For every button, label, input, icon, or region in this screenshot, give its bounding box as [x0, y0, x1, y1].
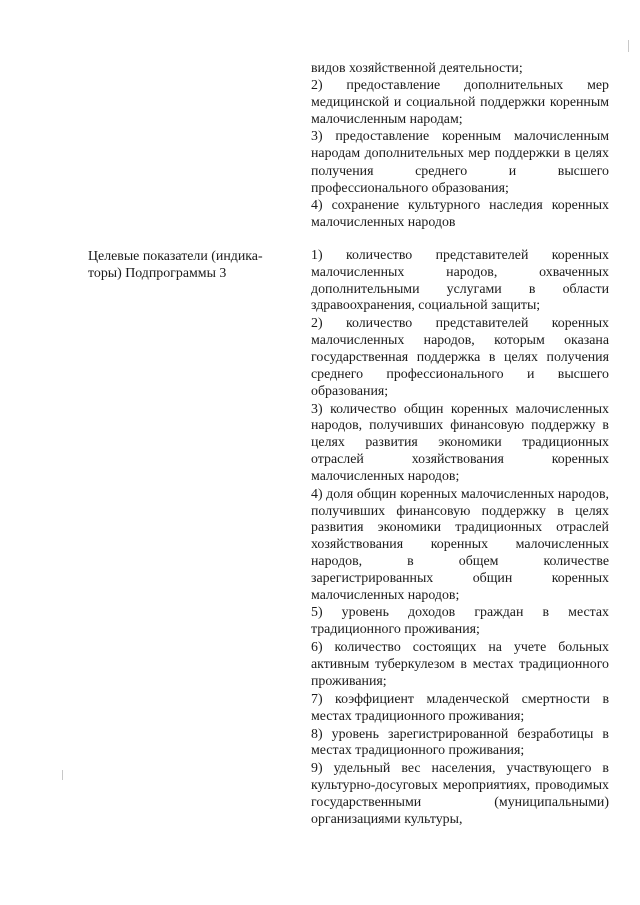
continuation-item: 4) сохранение культурного наследия коренных малочисленных народов — [311, 197, 609, 230]
indicators-list — [311, 248, 609, 830]
indicator-item: 7) коэффициент младенческой смертности в местах традиционного проживания; — [311, 691, 609, 724]
continuation-item: 3) предоставление коренным малочисленным народам дополнительных мер поддержки в целях получения среднего и высшего профессионального образования; — [311, 129, 609, 196]
continuation-item: 2) предоставление дополнительных мер медицинской и социальной поддержки коренным малочисленным народам; — [311, 78, 609, 128]
indicator-item: 1) количество представителей коренных малочисленных народов, охваченных дополнительными услугами в области здравоохранения, социальной защиты; — [311, 248, 609, 314]
indicator-item: 8) уровень зарегистрированной безработицы в местах традиционного проживания; — [311, 726, 609, 759]
continuation-block — [311, 60, 609, 231]
scan-mark-right — [628, 40, 629, 52]
scan-mark-left — [62, 770, 63, 780]
indicator-item: 4) доля общин коренных малочисленных народов, получивших финансовую поддержку в целях развития экономики традиционных отраслей хозяйствования коренных малочисленных народов, в общем количестве зарегистрированных общин коренных малочисленных народов; — [311, 486, 609, 603]
indicator-item: 2) количество представителей коренных малочисленных народов, которым оказана государственная поддержка в целях получения среднего профессионального и высшего образования; — [311, 316, 609, 399]
indicator-item: 6) количество состоящих на учете больных активным туберкулезом в местах традиционного проживания; — [311, 640, 609, 689]
indicator-item: 3) количество общин коренных малочисленных народов, получивших финансовую поддержку в целях развития экономики традиционных отраслей хозяйствования коренных малочисленных народов; — [311, 401, 609, 484]
indicator-item: 9) удельный вес населения, участвующего в культурно-досуговых мероприятиях, проводимых государственными (муниципальными) организациями культуры, — [311, 761, 609, 827]
continuation-item: видов хозяйственной деятельности; — [311, 61, 523, 76]
indicators-label: Целевые показатели (индика-торы) Подпрограммы 3 — [88, 249, 263, 282]
indicator-item: 5) уровень доходов граждан в местах традиционного проживания; — [311, 605, 609, 638]
